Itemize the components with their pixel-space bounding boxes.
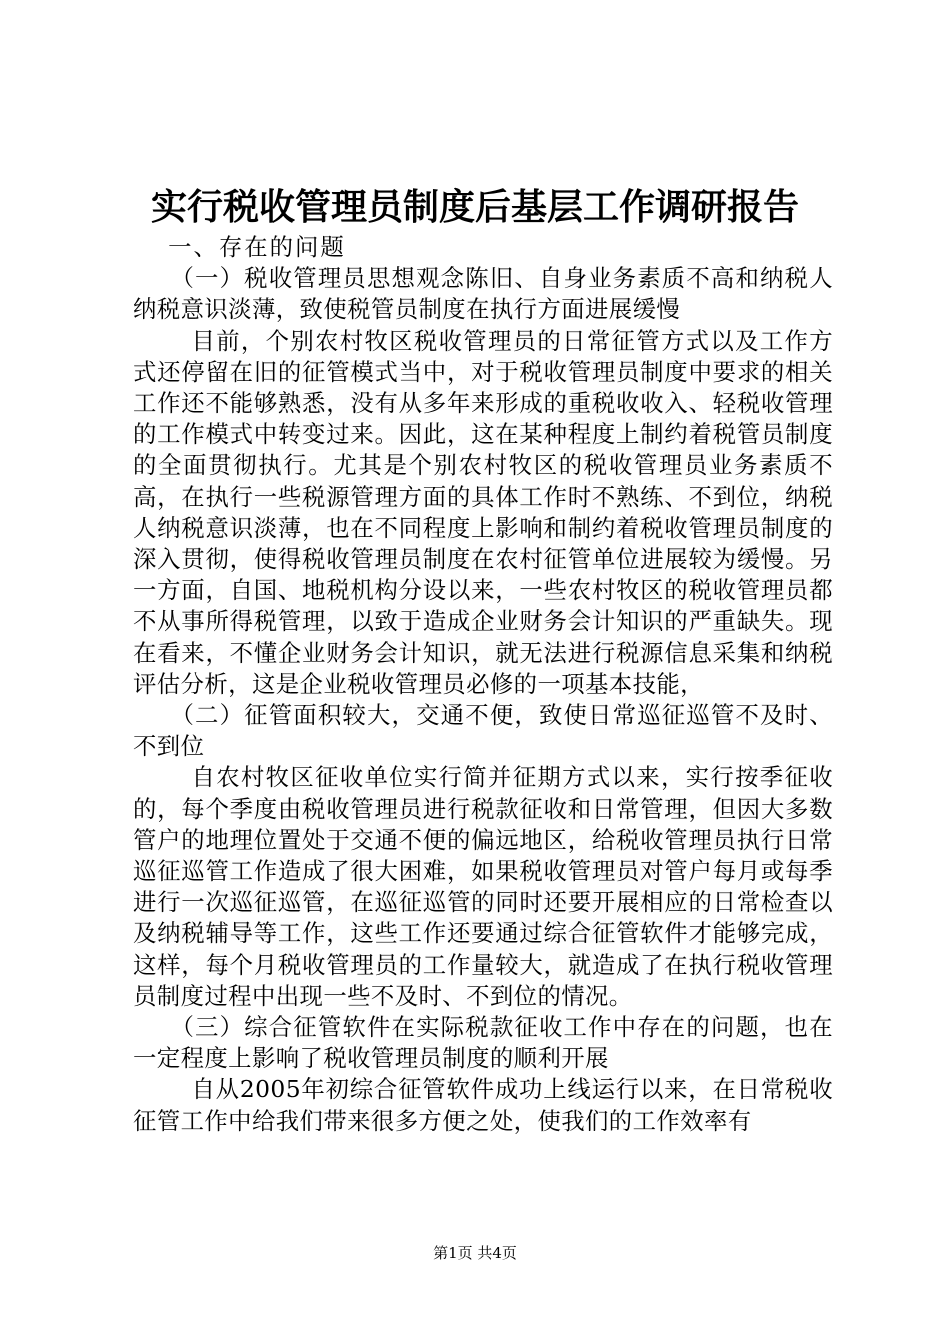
body-paragraph: 自农村牧区征收单位实行简并征期方式以来，实行按季征收的，每个季度由税收管理员进行税款征收和日常管理，但因大多数管户的地理位置处于交通不便的偏远地区，给税收管理员执行日常巡征巡管工作造成了很大困难，如果税收管理员对管户每月或每季进行一次巡征巡管，在巡征巡管的同时还要开展相应的日常检查以及纳税辅导等工作，这些工作还要通过综合征管软件才能够完成，这样，每个月税收管理员的工作量较大，就造成了在执行税收管理员制度过程中出现一些不及时、不到位的情况。	[133, 763, 833, 1010]
body-paragraph: 自从2005年初综合征管软件成功上线运行以来，在日常税收征管工作中给我们带来很多方便之处，使我们的工作效率有	[133, 1075, 833, 1135]
document-body	[133, 232, 833, 1137]
subsection-heading: （二）征管面积较大，交通不便，致使日常巡征巡管不及时、不到位	[133, 701, 833, 761]
document-title: 实行税收管理员制度后基层工作调研报告	[150, 186, 799, 228]
subsection-heading: （三）综合征管软件在实际税款征收工作中存在的问题，也在一定程度上影响了税收管理员制度的顺利开展	[133, 1013, 833, 1073]
page-number: 第1页 共4页	[433, 1244, 517, 1262]
body-paragraph: 目前，个别农村牧区税收管理员的日常征管方式以及工作方式还停留在旧的征管模式当中，对于税收管理员制度中要求的相关工作还不能够熟悉，没有从多年来形成的重税收收入、轻税收管理的工作模式中转变过来。因此，这在某种程度上制约着税管员制度的全面贯彻执行。尤其是个别农村牧区的税收管理员业务素质不高，在执行一些税源管理方面的具体工作时不熟练、不到位，纳税人纳税意识淡薄，也在不同程度上影响和制约着税收管理员制度的深入贯彻，使得税收管理员制度在农村征管单位进展较为缓慢。另一方面，自国、地税机构分设以来，一些农村牧区的税收管理员都不从事所得税管理，以致于造成企业财务会计知识的严重缺失。现在看来，不懂企业财务会计知识，就无法进行税源信息采集和纳税评估分析，这是企业税收管理员必修的一项基本技能，	[133, 326, 833, 698]
section-heading: 一、存在的问题	[168, 233, 346, 261]
subsection-heading: （一）税收管理员思想观念陈旧、自身业务素质不高和纳税人纳税意识淡薄，致使税管员制度在执行方面进展缓慢	[133, 264, 833, 324]
